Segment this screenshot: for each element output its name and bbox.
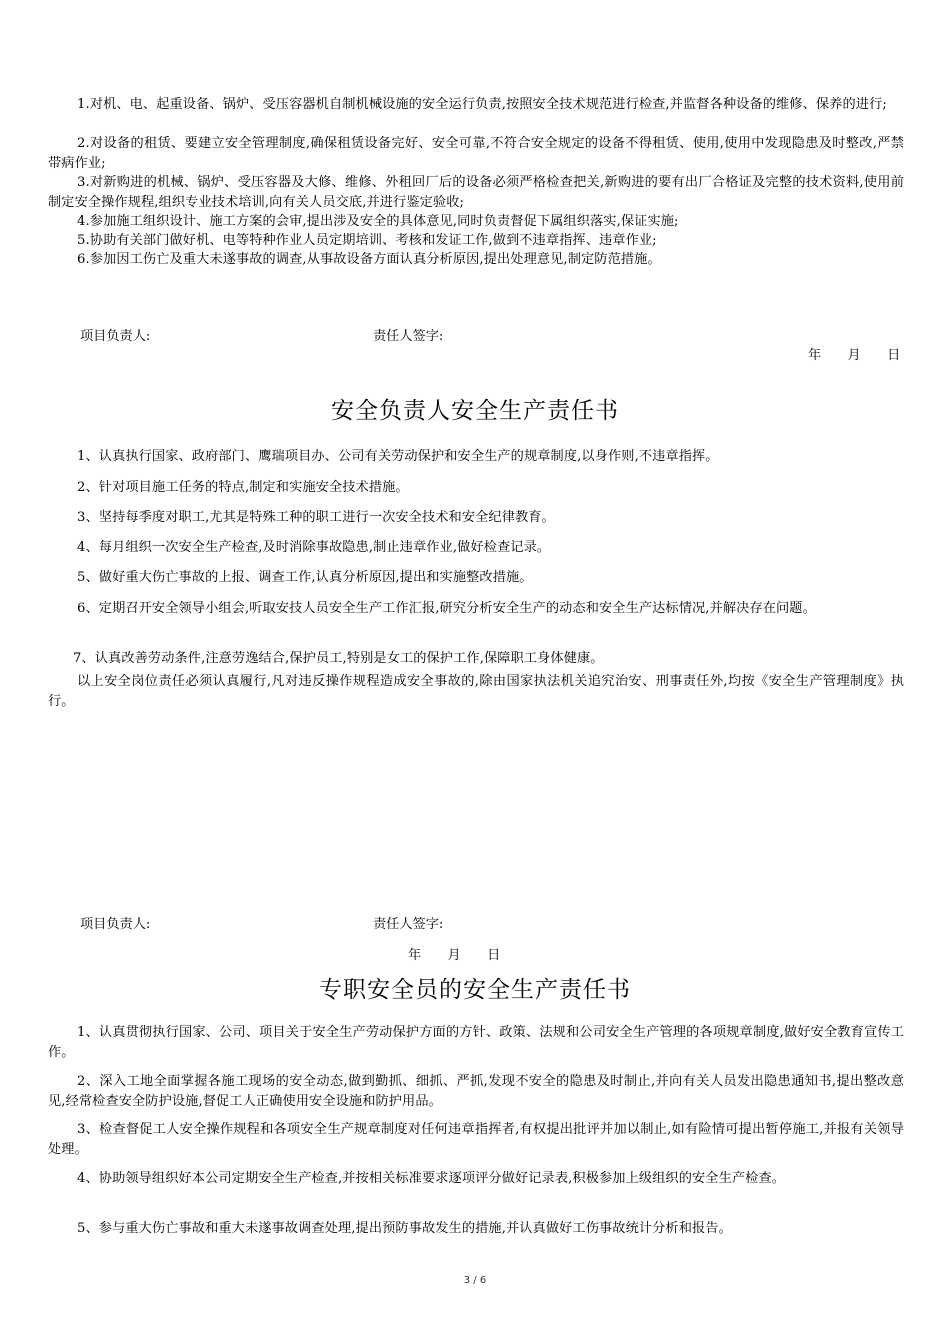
section3-title: 专职安全员的安全生产责任书 <box>319 977 631 1003</box>
section2-closing: 以上安全岗位责任必须认真履行,凡对违反操作规程造成安全事故的,除由国家执法机关追究治安、刑事责任外,均按《安全生产管理制度》执行。 <box>48 674 904 709</box>
section2-date-label: 年 月 日 <box>408 948 501 963</box>
section2-item-6: 6、定期召开安全领导小组会,听取安技人员安全生产工作汇报,研究分析安全生产的动态和安全生产达标情况,并解决存在问题。 <box>77 601 816 616</box>
section1-signer-label: 责任人签字: <box>373 329 444 344</box>
section2-signer-label: 责任人签字: <box>373 917 444 932</box>
section2-item-3: 3、坚持每季度对职工,尤其是特殊工种的职工进行一次安全技术和安全纪律教育。 <box>77 510 555 525</box>
section3-item-4: 4、协助领导组织好本公司定期安全生产检查,并按相关标准要求逐项评分做好记录表,积极参加上级组织的安全生产检查。 <box>77 1171 786 1186</box>
section3-item-2: 2、深入工地全面掌握各施工现场的安全动态,做到勤抓、细抓、严抓,发现不安全的隐患及时制止,并向有关人员发出隐患通知书,提出整改意见,经常检查安全防护设施,督促工人正确使用安全设施和防护用品。 <box>48 1074 904 1109</box>
section2-item-2: 2、针对项目施工任务的特点,制定和实施安全技术措施。 <box>77 480 409 495</box>
section2-item-7: 7、认真改善劳动条件,注意劳逸结合,保护员工,特别是女工的保护工作,保障职工身体健康。 <box>73 651 604 666</box>
section1-item-4: 4.参加施工组织设计、施工方案的会审,提出涉及安全的具体意见,同时负责督促下属组织落实,保证实施; <box>77 214 679 229</box>
section1-item-1: 1.对机、电、起重设备、锅炉、受压容器机自制机械设施的安全运行负责,按照安全技术规范进行检查,并监督各种设备的维修、保养的进行; <box>77 97 887 112</box>
section1-item-2: 2.对设备的租赁、要建立安全管理制度,确保租赁设备完好、安全可靠,不符合安全规定的设备不得租赁、使用,使用中发现隐患及时整改,严禁带病作业; <box>48 136 904 171</box>
section2-title: 安全负责人安全生产责任书 <box>331 398 619 424</box>
section3-item-3: 3、检查督促工人安全操作规程和各项安全生产规章制度对任何违章指挥者,有权提出批评并加以制止,如有险情可提出暂停施工,并报有关领导处理。 <box>48 1122 904 1157</box>
page-number: 3 / 6 <box>463 1275 487 1286</box>
section2-project-lead-label: 项目负责人: <box>80 917 151 932</box>
section1-item-3: 3.对新购进的机械、锅炉、受压容器及大修、维修、外租回厂后的设备必须严格检查把关,新购进的要有出厂合格证及完整的技术资料,使用前制定安全操作规程,组织专业技术培训,向有关人员交底,并进行鉴定验收; <box>48 175 904 210</box>
section3-item-5: 5、参与重大伤亡事故和重大未遂事故调查处理,提出预防事故发生的措施,并认真做好工伤事故统计分析和报告。 <box>77 1221 732 1236</box>
section1-project-lead-label: 项目负责人: <box>80 329 151 344</box>
section2-item-5: 5、做好重大伤亡事故的上报、调查工作,认真分析原因,提出和实施整改措施。 <box>77 570 533 585</box>
section3-item-1: 1、认真贯彻执行国家、公司、项目关于安全生产劳动保护方面的方针、政策、法规和公司安全生产管理的各项规章制度,做好安全教育宣传工作。 <box>48 1025 904 1060</box>
section2-item-4: 4、每月组织一次安全生产检查,及时消除事故隐患,制止违章作业,做好检查记录。 <box>77 540 551 555</box>
section1-item-6: 6.参加因工伤亡及重大未遂事故的调查,从事故设备方面认真分析原因,提出处理意见,制定防范措施。 <box>77 252 661 267</box>
section1-item-5: 5.协助有关部门做好机、电等特种作业人员定期培训、考核和发证工作,做到不违章指挥、违章作业; <box>77 233 657 248</box>
section2-item-1: 1、认真执行国家、政府部门、鹰瑞项目办、公司有关劳动保护和安全生产的规章制度,以身作则,不违章指挥。 <box>77 449 719 464</box>
section1-date-label: 年 月 日 <box>808 348 901 363</box>
